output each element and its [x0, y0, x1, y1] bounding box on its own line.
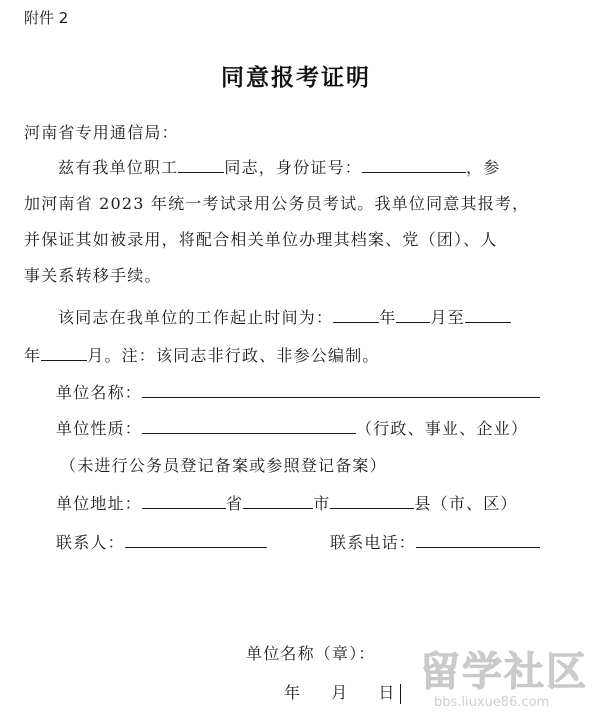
- start-year-blank[interactable]: [333, 307, 379, 323]
- unit-address-label: 单位地址：: [56, 494, 143, 513]
- county-blank[interactable]: [330, 493, 414, 509]
- unit-nature-blank[interactable]: [142, 418, 356, 434]
- watermark-logo: [420, 640, 588, 710]
- p2-tail: 月。注：该同志非行政、非参公编制。: [87, 346, 380, 365]
- city-label: 市: [313, 494, 331, 513]
- end-year-blank-part1[interactable]: [465, 307, 511, 323]
- unit-name-row: [56, 380, 540, 403]
- date-day-label: 日: [378, 683, 396, 702]
- end-month-blank[interactable]: [41, 345, 87, 361]
- registration-note: （未进行公务员登记备案或参照登记备案）: [60, 456, 387, 475]
- date-row: [284, 680, 401, 704]
- p1-text-b: 同志，身份证号：: [224, 158, 363, 177]
- paragraph-1-line-3: 并保证其如被录用，将配合相关单位办理其档案、党（团）、人: [24, 230, 498, 249]
- p2-month-to-label: 月至: [430, 308, 465, 327]
- date-month-label: 月: [331, 683, 349, 702]
- unit-name-label: 单位名称：: [56, 383, 143, 402]
- contact-phone-blank[interactable]: [416, 532, 540, 548]
- paragraph-2-line-2: [24, 343, 380, 366]
- attachment-label: 附件 2: [24, 9, 69, 27]
- paragraph-2-line-1: [58, 305, 511, 328]
- unit-name-blank[interactable]: [142, 382, 540, 398]
- start-month-blank[interactable]: [396, 307, 430, 323]
- date-year-label: 年: [284, 683, 302, 702]
- unit-address-row: [56, 491, 518, 514]
- p2-year-label: 年: [379, 308, 397, 327]
- county-label: 县（市、区）: [414, 494, 518, 513]
- seal-label: 单位名称（章）：: [246, 644, 376, 663]
- contact-person-row: [56, 530, 267, 553]
- paragraph-1-line-1: [58, 155, 500, 178]
- page-title: 同意报考证明: [221, 65, 371, 91]
- employee-name-blank[interactable]: [178, 157, 224, 173]
- city-blank[interactable]: [243, 493, 313, 509]
- unit-nature-note: （行政、事业、企业）: [356, 419, 529, 438]
- p1-text-a: 兹有我单位职工: [58, 158, 179, 177]
- contact-person-blank[interactable]: [125, 532, 267, 548]
- watermark-text: 留学社区: [420, 649, 588, 695]
- province-blank[interactable]: [142, 493, 226, 509]
- p2-year2-label: 年: [24, 346, 42, 365]
- contact-person-label: 联系人：: [56, 533, 125, 552]
- watermark-url: bbs.liuxue86.com: [434, 695, 550, 710]
- province-label: 省: [226, 494, 244, 513]
- p1-text-c: ，参: [466, 158, 501, 177]
- salutation: 河南省专用通信局：: [24, 123, 179, 142]
- paragraph-1-line-2: 加河南省 2023 年统一考试录用公务员考试。我单位同意其报考，: [24, 194, 530, 213]
- unit-nature-row: [56, 416, 528, 439]
- unit-nature-label: 单位性质：: [56, 419, 143, 438]
- id-number-blank[interactable]: [362, 157, 466, 173]
- p2-text-a: 该同志在我单位的工作起止时间为：: [58, 308, 334, 327]
- contact-phone-row: [330, 530, 540, 553]
- paragraph-1-line-4: 事关系转移手续。: [24, 266, 162, 285]
- contact-phone-label: 联系电话：: [330, 533, 417, 552]
- text-cursor: [400, 684, 401, 704]
